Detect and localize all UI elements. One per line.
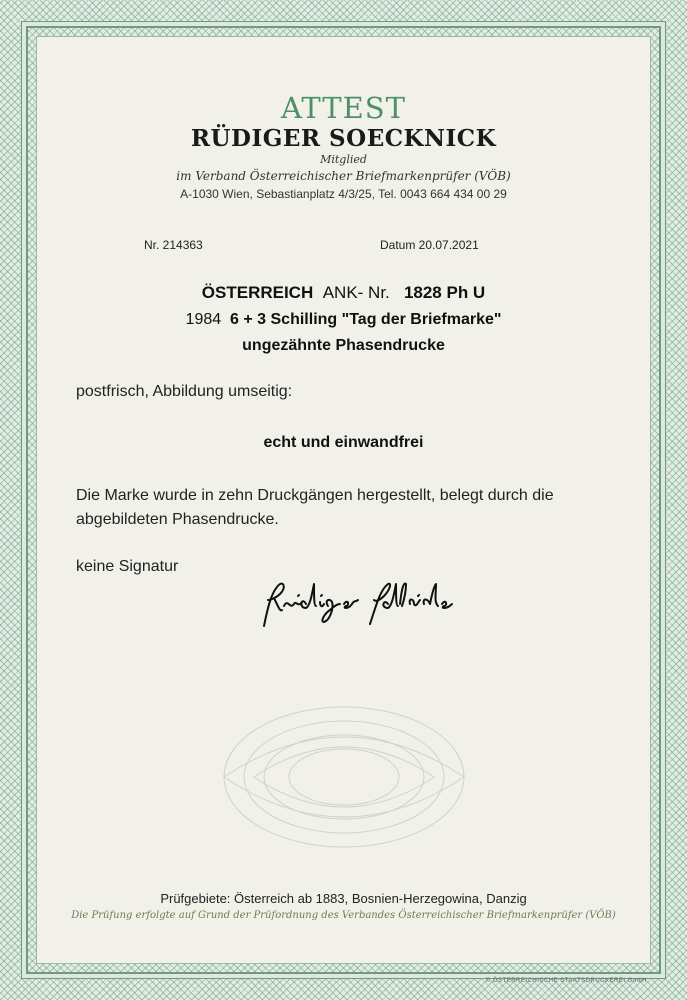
ank-label: ANK- Nr.: [322, 283, 390, 302]
item-variant: ungezähnte Phasendrucke: [242, 337, 445, 354]
examiner-address: A-1030 Wien, Sebastianplatz 4/3/25, Tel. 0043 664 434 00 29: [180, 187, 507, 201]
production-note: Die Marke wurde in zehn Druckgängen hergestellt, belegt durch die abgebildeten Phasendrucke.: [76, 487, 554, 528]
examination-areas: Prüfgebiete: Österreich ab 1883, Bosnien-Herzegowina, Danzig: [160, 891, 527, 906]
handwritten-signature: [258, 576, 468, 636]
certificate-number: Nr. 214363: [144, 238, 203, 252]
item-description-line: [0, 311, 687, 329]
examiner-name: RÜDIGER SOECKNICK: [190, 125, 497, 152]
printer-imprint: © ÖSTERREICHISCHE STAATSDRUCKEREI GmbH: [485, 978, 647, 984]
ank-number: 1828 Ph U: [403, 283, 486, 302]
disclaimer-text: Die Prüfung erfolgte auf Grund der Prüfordnung des Verbandes Österreichischer Briefmarkenprüfer (VÖB): [71, 910, 616, 921]
membership-label: Mitglied: [320, 153, 367, 166]
signature-note: keine Signatur: [76, 558, 179, 575]
verdict-text: echt und einwandfrei: [263, 434, 424, 451]
association-name: im Verband Österreichischer Briefmarkenprüfer (VÖB): [176, 169, 511, 183]
watermark-emblem: [194, 687, 494, 867]
item-heading: [0, 283, 687, 303]
item-description: 6 + 3 Schilling "Tag der Briefmarke": [230, 311, 502, 328]
item-country: ÖSTERREICH: [201, 283, 314, 302]
item-year: 1984: [185, 311, 222, 328]
condition-text: postfrisch, Abbildung umseitig:: [76, 383, 293, 400]
certificate-date: Datum 20.07.2021: [380, 238, 479, 252]
document-title: ATTEST: [281, 91, 406, 125]
